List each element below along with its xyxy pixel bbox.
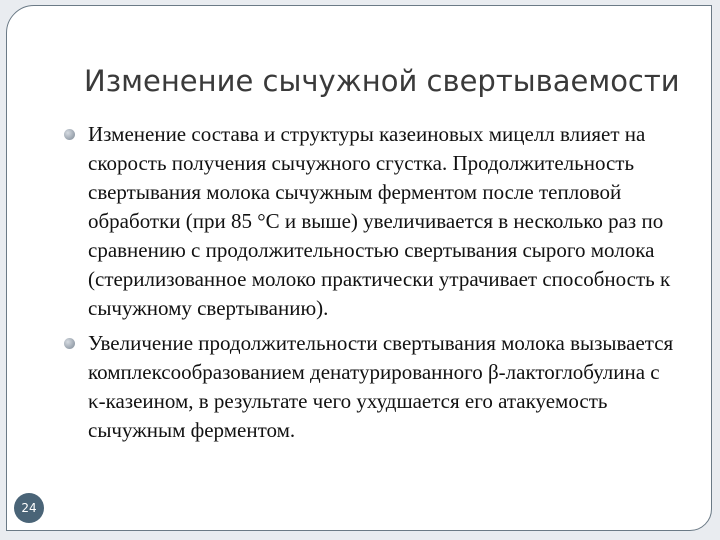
slide-number-badge: 24 [14,493,44,523]
bullet-item [62,120,682,323]
bullet-text: Увеличение продолжительности свертывания молока вызывается комплексообразованием денатурированного β-лактоглобулина с κ-казеином, в результате чего ухудшается его атакуемость сычужным ферментом. [88,331,674,442]
slide-title: Изменение сычужной свертываемости [84,64,680,98]
bullet-text: Изменение состава и структуры казеиновых мицелл влияет на скорость получения сычужного сгустка. Продолжительность свертывания молока сычужным ферментом после тепловой обработки (при 85 °С и выше) увеличивается в несколько раз по сравнению с продолжительностью свертывания сырого молока (стерилизованное молоко практически утрачивает способность к сычужному свертыванию). [88,122,671,320]
bullet-dot-icon [64,129,75,140]
bullet-dot-icon [64,338,75,349]
bullet-list [62,120,682,451]
bullet-item [62,329,682,445]
